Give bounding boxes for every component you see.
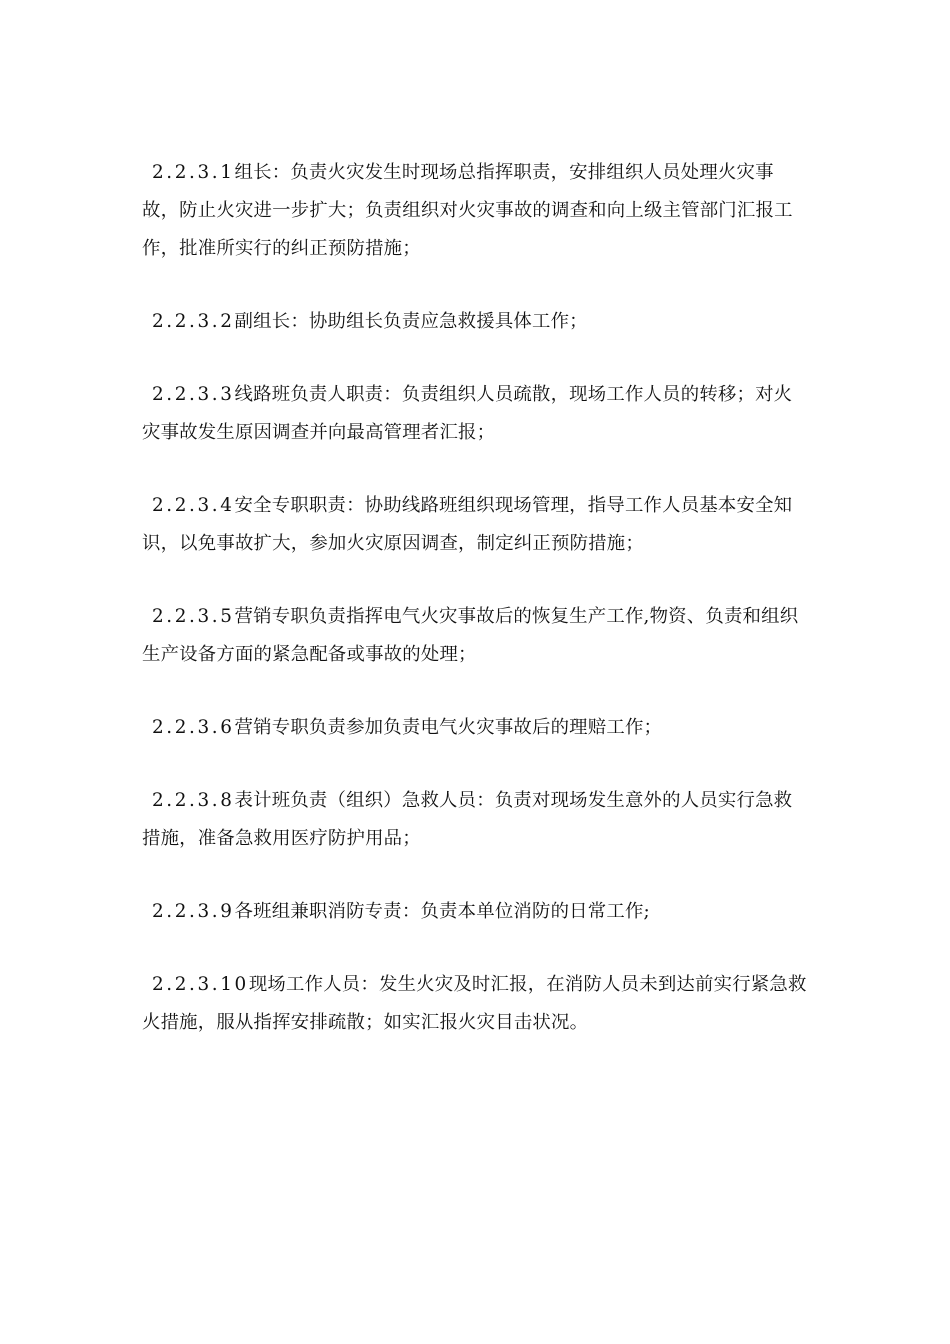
paragraph-number: 2.2.3.9 (152, 901, 235, 922)
paragraph-2-2-3-6 (142, 709, 808, 747)
paragraph-text: 副组长：协助组长负责应急救援具体工作； (234, 311, 588, 332)
paragraph-text: 现场工作人员：发生火灾及时汇报，在消防人员未到达前实行紧急救火措施，服从指挥安排疏散；如实汇报火灾目击状况。 (142, 974, 807, 1033)
paragraph-number: 2.2.3.3 (152, 384, 235, 405)
paragraph-2-2-3-9 (142, 893, 808, 931)
paragraph-number: 2.2.3.6 (152, 717, 235, 738)
paragraph-number: 2.2.3.5 (152, 606, 235, 627)
paragraph-2-2-3-4 (142, 487, 808, 563)
paragraph-number: 2.2.3.8 (152, 790, 235, 811)
document-body (142, 154, 808, 1077)
paragraph-text: 营销专职负责参加负责电气火灾事故后的理赔工作； (234, 717, 663, 738)
paragraph-number: 2.2.3.2 (152, 311, 235, 332)
paragraph-text: 表计班负责（组织）急救人员：负责对现场发生意外的人员实行急救措施，准备急救用医疗防护用品； (142, 790, 793, 849)
paragraph-2-2-3-5 (142, 598, 808, 674)
paragraph-2-2-3-8 (142, 782, 808, 858)
paragraph-text: 组长：负责火灾发生时现场总指挥职责，安排组织人员处理火灾事故，防止火灾进一步扩大；负责组织对火灾事故的调查和向上级主管部门汇报工作，批准所实行的纠正预防措施； (142, 162, 793, 259)
paragraph-number: 2.2.3.4 (152, 495, 235, 516)
paragraph-text: 安全专职职责：协助线路班组织现场管理，指导工作人员基本安全知识，以免事故扩大，参加火灾原因调查，制定纠正预防措施； (142, 495, 793, 554)
paragraph-2-2-3-3 (142, 376, 808, 452)
paragraph-text: 各班组兼职消防专责：负责本单位消防的日常工作; (234, 901, 650, 922)
paragraph-text: 营销专职负责指挥电气火灾事故后的恢复生产工作,物资、负责和组织生产设备方面的紧急配备或事故的处理； (142, 606, 799, 665)
paragraph-2-2-3-2 (142, 303, 808, 341)
paragraph-number: 2.2.3.1 (152, 162, 235, 183)
paragraph-text: 线路班负责人职责：负责组织人员疏散，现场工作人员的转移；对火灾事故发生原因调查并向最高管理者汇报； (142, 384, 793, 443)
paragraph-number: 2.2.3.10 (152, 974, 249, 995)
paragraph-2-2-3-1 (142, 154, 808, 268)
paragraph-2-2-3-10 (142, 966, 808, 1042)
